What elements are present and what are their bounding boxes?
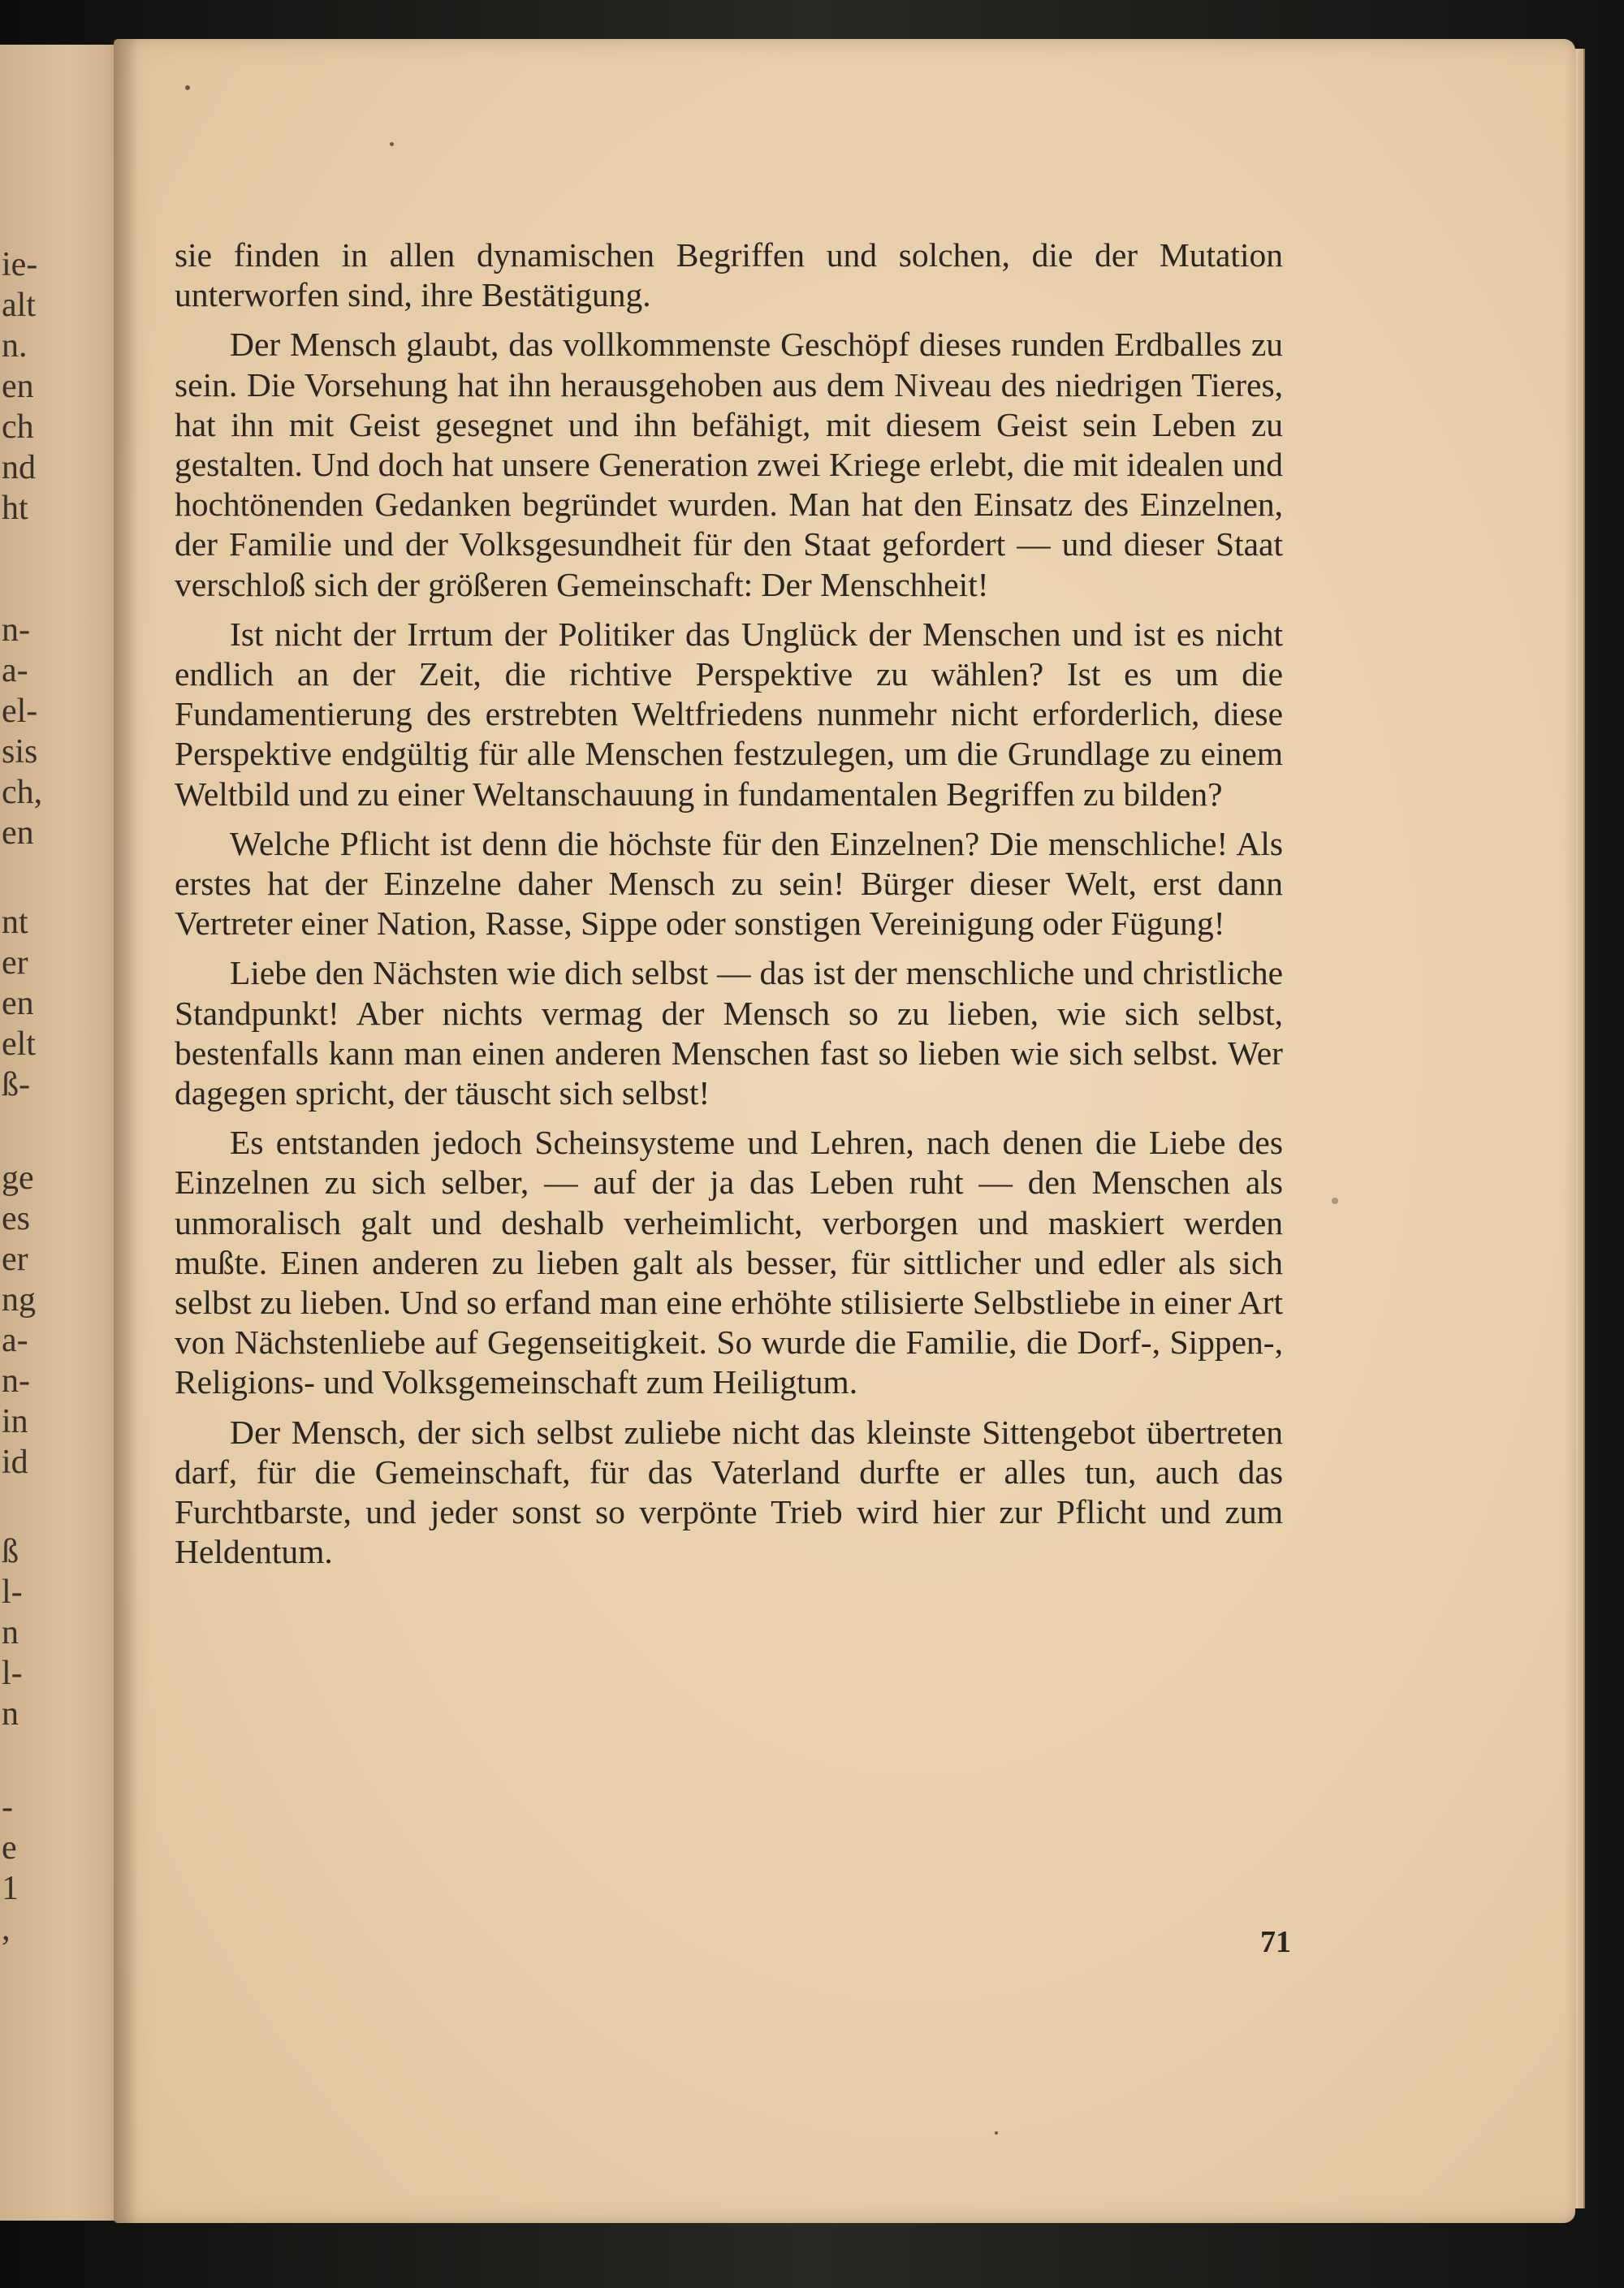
prev-page-fragment: n- <box>2 1362 30 1400</box>
prev-page-fragment: nt <box>2 904 28 941</box>
prev-page-fragment: ie- <box>2 246 38 283</box>
prev-page-fragment: ß <box>2 1533 19 1570</box>
prev-page-fragment: elt <box>2 1025 36 1063</box>
prev-page-fragment: alt <box>2 287 36 324</box>
prev-page-fragment: es <box>2 1200 30 1237</box>
previous-page-edge <box>0 45 122 2221</box>
prev-page-fragment: ß- <box>2 1066 30 1103</box>
body-text <box>175 235 1283 1582</box>
prev-page-fragment: sis <box>2 733 38 771</box>
prev-page-fragment: l- <box>2 1655 23 1692</box>
paragraph: Es entstanden jedoch Scheinsysteme und Lehren, nach denen die Liebe des Einzelnen zu sich selber, — auf der ja das Leben ruht — den Menschen als unmoralisch galt und deshalb verheimlicht, verborgen und maskiert werden mußte. Einen anderen zu lieben galt als besser, für sittlicher und edler als sich selbst zu lieben. Und so erfand man eine erhöhte stilisierte Selbstliebe in einer Art von Nächstenliebe auf Gegenseitigkeit. So wurde die Familie, die Dorf-, Sippen-, Religions- und Volksgemeinschaft zum Heiligtum. <box>175 1124 1283 1401</box>
prev-page-fragment: ng <box>2 1281 36 1319</box>
paragraph: Welche Pflicht ist denn die höchste für den Einzelnen? Die menschliche! Als erstes hat der Einzelne daher Mensch zu sein! Bürger dieser Welt, erst dann Vertreter einer Nation, Rasse, Sippe oder sonstigen Vereinigung oder Fügung! <box>175 824 1283 943</box>
prev-page-fragment: a- <box>2 652 28 689</box>
prev-page-fragment: ch, <box>2 774 43 811</box>
paper-speck <box>185 85 190 90</box>
prev-page-fragment: , <box>2 1910 11 1948</box>
paragraph: Der Mensch glaubt, das vollkommenste Geschöpf dieses runden Erdballes zu sein. Die Vorsehung hat ihn herausgehoben aus dem Niveau des niedrigen Tieres, hat ihn mit Geist gesegnet und ihn befähigt, mit diesem Geist sein Leben zu gestalten. Und doch hat unsere Generation zwei Kriege erlebt, die mit idealen und hochtönenden Gedanken begründet wurden. Man hat den Einsatz des Einzelnen, der Familie und der Volksgesundheit für den Staat gefordert — und dieser Staat verschloß sich der größeren Gemeinschaft: Der Menschheit! <box>175 326 1283 603</box>
prev-page-fragment: el- <box>2 693 38 730</box>
prev-page-fragment: n <box>2 1695 19 1733</box>
prev-page-fragment: id <box>2 1444 28 1481</box>
prev-page-fragment: er <box>2 944 28 982</box>
prev-page-fragment: en <box>2 985 34 1022</box>
prev-page-fragment: l- <box>2 1574 23 1611</box>
prev-page-fragment: ch <box>2 408 34 446</box>
paper-speck <box>1332 1198 1338 1204</box>
paper-speck <box>995 2131 998 2135</box>
page-number: 71 <box>1260 1925 1291 1959</box>
prev-page-fragment: - <box>2 1789 13 1826</box>
prev-page-fragment: n- <box>2 611 30 649</box>
prev-page-fragment: in <box>2 1403 28 1440</box>
prev-page-fragment: 1 <box>2 1870 19 1907</box>
prev-page-fragment: er <box>2 1241 28 1278</box>
prev-page-fragment: en <box>2 368 34 405</box>
prev-page-fragment: ge <box>2 1159 34 1197</box>
prev-page-fragment: e <box>2 1829 17 1867</box>
paper-speck <box>390 142 394 146</box>
prev-page-fragment: nd <box>2 449 36 486</box>
prev-page-fragment: en <box>2 814 34 852</box>
prev-page-fragment: n. <box>2 327 28 365</box>
paragraph: sie finden in allen dynamischen Begriffen und solchen, die der Mutation unterworfen sind, ihre Bestätigung. <box>175 236 1283 314</box>
paragraph: Ist nicht der Irrtum der Politiker das Unglück der Menschen und ist es nicht endlich an der Zeit, die richtive Perspektive zu wählen? Ist es um die Fundamentierung des erstrebten Weltfriedens nunmehr nicht erforderlich, diese Perspektive endgültig für alle Menschen festzulegen, um die Grundlage zu einem Weltbild und zu einer Weltanschauung in fundamentalen Begriffen zu bilden? <box>175 615 1283 813</box>
prev-page-fragment: n <box>2 1614 19 1651</box>
paragraph: Liebe den Nächsten wie dich selbst — das ist der menschliche und christliche Standpunkt! Aber nichts vermag der Mensch so zu lieben, wie sich selbst, bestenfalls kann man einen anderen Menschen fast so lieben wie sich selbst. Wer dagegen spricht, der täuscht sich selbst! <box>175 954 1283 1112</box>
gutter-shadow <box>114 39 138 2223</box>
prev-page-fragment: ht <box>2 490 28 527</box>
prev-page-fragment: a- <box>2 1322 28 1359</box>
paragraph: Der Mensch, der sich selbst zuliebe nicht das kleinste Sittengebot übertreten darf, für die Gemeinschaft, für das Vaterland durfte er alles tun, auch das Furchtbarste, und jeder sonst so verpönte Trieb wird hier zur Pflicht und zum Heldentum. <box>175 1413 1283 1571</box>
